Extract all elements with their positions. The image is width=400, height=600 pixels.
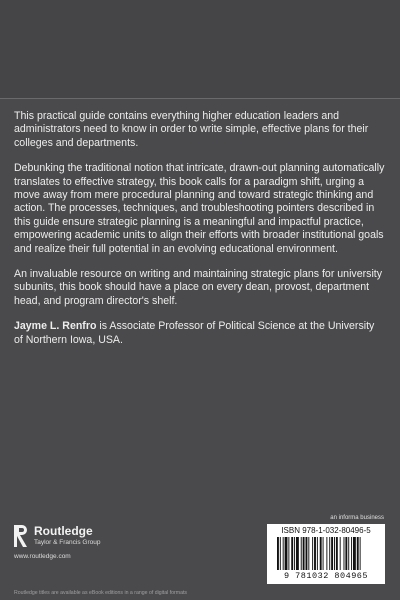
publisher-name: Routledge	[34, 524, 93, 538]
barcode-bars	[277, 537, 375, 570]
publisher-block	[14, 523, 214, 563]
publisher-subtitle: Taylor & Francis Group	[34, 539, 101, 546]
author-description: is Associate Professor of Political Science at the University of Northern Iowa, USA.	[14, 320, 375, 346]
blurb-paragraph-3: An invaluable resource on writing and maintaining strategic plans for university subunits, this book should have a place on every dean, provost, department head, and program director's shelf.	[14, 268, 383, 307]
author-bio	[14, 320, 386, 347]
informa-business-label: an informa business	[330, 515, 384, 521]
ebook-note: Routledge titles are available as eBook editions in a range of digital formats	[14, 590, 188, 596]
routledge-logo-icon	[14, 525, 28, 547]
barcode-digits: 9 781032 804965	[283, 571, 368, 581]
blurb-paragraph-1: This practical guide contains everything higher education leaders and administrators need to know in order to write simple, effective plans for their colleges and departments.	[14, 110, 369, 149]
divider-rule	[0, 98, 400, 99]
isbn-label: ISBN 978-1-032-80496-5	[281, 526, 371, 535]
barcode	[267, 524, 385, 584]
back-cover-text	[14, 110, 386, 359]
top-band	[0, 0, 400, 98]
author-name: Jayme L. Renfro	[14, 320, 97, 333]
blurb-paragraph-2: Debunking the traditional notion that intricate, drawn-out planning automatically translates to effective strategy, this book calls for a paradigm shift, urging a move away from mere procedural planning and toward strategic thinking and action. The processes, techniques, and troubleshooting pointers described in this guide ensure strategic planning is a meaningful and impactful practice, empowering academic units to align their efforts with broader institutional goals and realize their full potential in an evolving educational environment.	[14, 162, 385, 255]
publisher-url: www.routledge.com	[14, 553, 71, 560]
